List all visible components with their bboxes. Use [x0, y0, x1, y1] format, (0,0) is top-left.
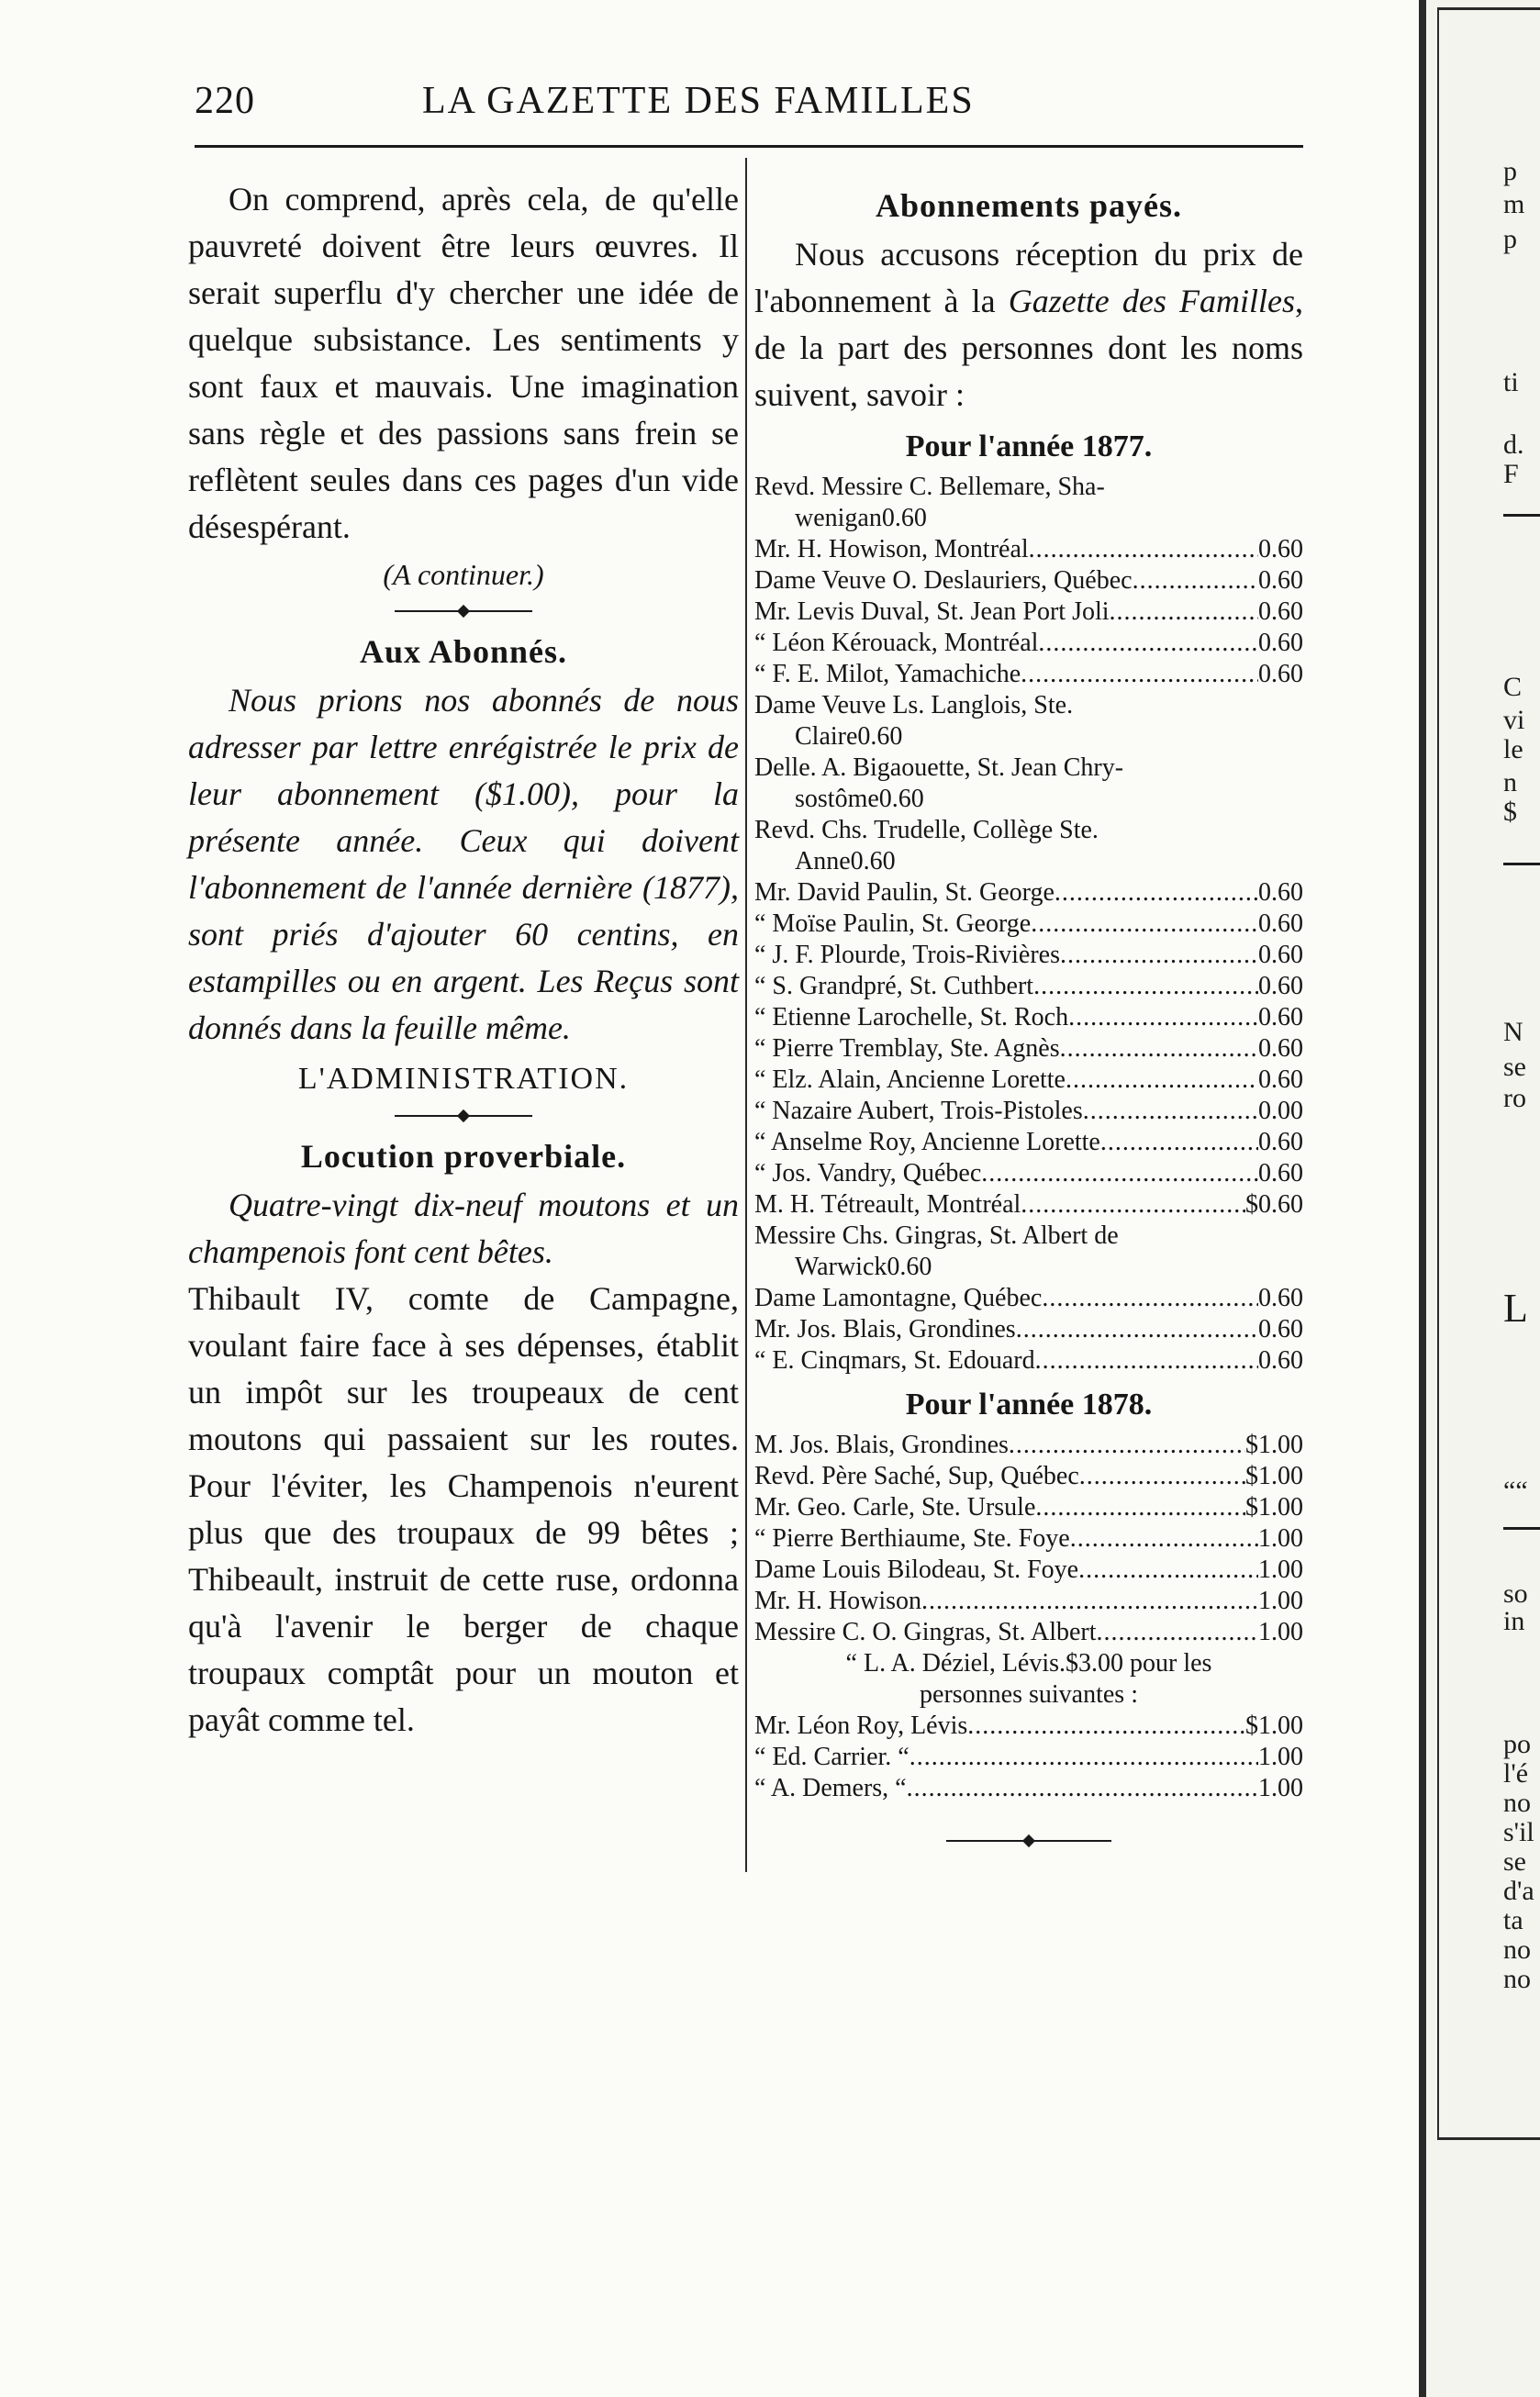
payer-name-continued: Warwick: [795, 1253, 887, 1281]
payment-entry: [754, 1586, 1303, 1617]
payment-amount: 0.60: [1258, 972, 1303, 1000]
adjacent-page-fragment: no: [1503, 1934, 1531, 1965]
payment-entry: [754, 596, 1303, 628]
payer-name: “ A. Demers, “: [754, 1774, 907, 1802]
payer-name: Mr. H. Howison, Montréal: [754, 535, 1029, 563]
payment-entry: [754, 1033, 1303, 1065]
section-title-aux-abonnes: Aux Abonnés.: [359, 633, 568, 670]
running-title: LA GAZETTE DES FAMILLES: [422, 80, 975, 122]
leader-dots: [1070, 1523, 1258, 1555]
payment-entry: [754, 909, 1303, 940]
year-1877-heading: Pour l'année 1877.: [905, 429, 1153, 463]
adjacent-page-fragment: se: [1503, 1052, 1526, 1082]
payer-name-continued: sostôme: [795, 785, 879, 813]
adjacent-page-fragment: l'é: [1503, 1758, 1529, 1789]
payer-name: “ Léon Kérouack, Montréal: [754, 629, 1039, 657]
leader-dots: [1060, 1033, 1258, 1065]
payment-entry: [754, 565, 1303, 596]
payment-amount: 0.60: [1258, 629, 1303, 657]
payment-entry: [754, 1773, 1303, 1804]
payment-entry: [754, 1065, 1303, 1096]
payment-amount: 0.60: [1258, 660, 1303, 688]
payment-entry: [754, 1345, 1303, 1377]
leader-dots: [1029, 534, 1258, 565]
proverb-explanation: Thibault IV, comte de Campagne, voulant faire face à ses dépenses, établit un impôt sur les troupeaux de cent moutons qui passaient sur les routes. Pour l'éviter, les Champenois n'eurent plus que des troupaux de 99 bêtes ; Thibeault, instruit de cette ruse, ordonna qu'à l'avenir le berger de chaque troupaux comptât pour un mouton et payât comme tel.: [188, 1280, 739, 1738]
payment-amount: 0.60: [1258, 909, 1303, 938]
payment-amount: 1.00: [1258, 1743, 1303, 1771]
payer-name: Revd. Père Saché, Sup, Québec: [754, 1462, 1079, 1490]
adjacent-page-fragment: p: [1503, 224, 1517, 254]
payer-name: M. Jos. Blais, Grondines: [754, 1431, 1009, 1459]
leader-dots: [1055, 877, 1258, 909]
ornament-rule: [188, 1107, 739, 1125]
payment-entry: [754, 659, 1303, 690]
leader-dots: [1066, 1065, 1258, 1096]
payment-entry: [754, 1742, 1303, 1773]
leader-dots: [1016, 1314, 1258, 1345]
payer-name: Mr. H. Howison: [754, 1587, 922, 1615]
payer-name: Mr. Geo. Carle, Ste. Ursule: [754, 1493, 1036, 1522]
payment-entry: [754, 1158, 1303, 1189]
payer-name: “ Jos. Vandry, Québec: [754, 1159, 982, 1187]
payment-entry: [754, 940, 1303, 971]
payer-name: Delle. A. Bigaouette, St. Jean Chry-: [754, 753, 1124, 782]
leader-dots: [1009, 1430, 1245, 1461]
leader-dots: [1035, 1345, 1258, 1377]
payer-name-continued: Anne: [795, 847, 851, 875]
essay-paragraph: On comprend, après cela, de qu'elle pauvreté doivent être leurs œuvres. Il serait superflu d'y chercher une idée de quelque subsistance. Les sentiments y sont faux et mauvais. Une imagination sans règle et des passions sans frein se reflètent seules dans ces pages d'un vide désespérant.: [188, 181, 739, 545]
payment-entry: [754, 877, 1303, 909]
payment-amount: $1.00: [1245, 1493, 1303, 1522]
payment-entry: [754, 753, 1303, 815]
payer-name: “ J. F. Plourde, Trois-Rivières: [754, 941, 1061, 969]
payer-name: Dame Veuve O. Deslauriers, Québec: [754, 566, 1133, 595]
payment-entry: [754, 815, 1303, 877]
payment-entry: [754, 1617, 1303, 1648]
adjacent-page-fragment: F: [1503, 459, 1519, 489]
payer-name: Revd. Messire C. Bellemare, Sha-: [754, 473, 1105, 501]
adjacent-page-fragment: po: [1503, 1729, 1531, 1759]
payer-name: Dame Lamontagne, Québec: [754, 1284, 1043, 1312]
payment-entry: [754, 628, 1303, 659]
payment-entry: [754, 1096, 1303, 1127]
leader-dots: [907, 1773, 1258, 1804]
column-divider: [745, 158, 747, 1872]
payment-entry: [754, 1002, 1303, 1033]
payment-amount: 1.00: [1258, 1524, 1303, 1553]
leader-dots: [1042, 1283, 1258, 1314]
adjacent-page-fragment: n: [1503, 767, 1517, 797]
payer-name-continued: Claire: [795, 722, 858, 751]
administration-signature: L'ADMINISTRATION.: [297, 1062, 630, 1096]
deziel-line-1: “ L. A. Déziel, Lévis.$3.00 pour les: [845, 1649, 1212, 1678]
right-column: [754, 180, 1303, 1856]
payment-entry: [754, 472, 1303, 534]
leader-dots: [1100, 1127, 1258, 1158]
payer-name: “ Nazaire Aubert, Trois-Pistoles: [754, 1097, 1083, 1125]
leader-dots: [1097, 1617, 1258, 1648]
payer-name: “ E. Cinqmars, St. Edouard: [754, 1346, 1035, 1375]
leader-dots: [1083, 1096, 1258, 1127]
adjacent-page-fragment: d'a: [1503, 1876, 1534, 1906]
payment-amount: 0.00: [1258, 1097, 1303, 1125]
payment-amount: 0.60: [887, 1253, 932, 1281]
payment-entry: [754, 1461, 1303, 1492]
adjacent-page-fragment: d.: [1503, 429, 1524, 460]
payment-entry: [754, 1314, 1303, 1345]
payment-amount: 0.60: [1258, 597, 1303, 626]
adjacent-page-rule: [1503, 514, 1540, 517]
payment-amount: 0.60: [1258, 1346, 1303, 1375]
payment-list-1877: [754, 472, 1303, 1377]
payer-name: Mr. Léon Roy, Lévis: [754, 1711, 968, 1740]
leader-dots: [1021, 659, 1258, 690]
leader-dots: [909, 1742, 1258, 1773]
adjacent-page-fragment: se: [1503, 1846, 1526, 1877]
payment-amount: 0.60: [1258, 1065, 1303, 1094]
section-title-locution: Locution proverbiale.: [300, 1138, 627, 1175]
adjacent-page-fragment: in: [1503, 1606, 1525, 1636]
page-header: [195, 72, 1312, 130]
adjacent-page-fragment: p: [1503, 156, 1517, 186]
payment-amount: $0.60: [1245, 1190, 1303, 1219]
adjacent-page-fragment: ““: [1503, 1476, 1528, 1506]
page-number: 220: [195, 80, 255, 122]
payer-name: “ Pierre Tremblay, Ste. Agnès: [754, 1034, 1060, 1063]
payment-amount: 0.60: [1258, 1315, 1303, 1343]
payer-name: “ Etienne Larochelle, St. Roch: [754, 1003, 1069, 1031]
payer-name: “ Moïse Paulin, St. George: [754, 909, 1032, 938]
payment-amount: 0.60: [1258, 1284, 1303, 1312]
leader-dots: [1033, 971, 1258, 1002]
payer-name: Messire C. O. Gingras, St. Albert: [754, 1618, 1097, 1646]
header-rule: [195, 145, 1303, 148]
adjacent-page-fragment: no: [1503, 1788, 1531, 1818]
receipt-intro: Nous accusons réception du prix de l'abonnement à la Gazette des Familles, de la part des personnes dont les noms suivent, savoir :: [754, 236, 1303, 413]
adjacent-page-rule: [1503, 863, 1540, 865]
leader-dots: [1079, 1461, 1245, 1492]
payment-amount: 0.60: [857, 722, 903, 751]
payment-amount: 1.00: [1258, 1618, 1303, 1646]
payer-name: “ F. E. Milot, Yamachiche: [754, 660, 1021, 688]
payer-name: Dame Veuve Ls. Langlois, Ste.: [754, 691, 1074, 719]
payment-entry: [754, 1492, 1303, 1523]
payment-amount: 1.00: [1258, 1555, 1303, 1584]
payment-entry: [754, 690, 1303, 753]
payment-amount: 0.60: [1258, 566, 1303, 595]
payer-name: “ S. Grandpré, St. Cuthbert: [754, 972, 1034, 1000]
continuation-note: (A continuer.): [383, 558, 544, 591]
year-1878-heading: Pour l'année 1878.: [905, 1388, 1153, 1421]
payment-amount: 0.60: [1258, 941, 1303, 969]
proverb-quote: Quatre-vingt dix-neuf moutons et un champenois font cent bêtes.: [188, 1187, 739, 1270]
payment-entry: [754, 1283, 1303, 1314]
payment-amount: $1.00: [1245, 1711, 1303, 1740]
section-title-abonnements: Abonnements payés.: [875, 187, 1183, 224]
adjacent-page-fragment: m: [1503, 189, 1525, 219]
payment-list-deziel: [754, 1711, 1303, 1804]
payment-entry: [754, 1555, 1303, 1586]
payment-amount: 0.60: [1258, 878, 1303, 907]
leader-dots: [1068, 1002, 1258, 1033]
ornament-rule: [754, 1832, 1303, 1850]
payer-name: “ Ed. Carrier. “: [754, 1743, 909, 1771]
adjacent-page-fragment: ti: [1503, 367, 1519, 397]
payer-name: Mr. Levis Duval, St. Jean Port Joli: [754, 597, 1110, 626]
payment-entry: [754, 971, 1303, 1002]
leader-dots: [1078, 1555, 1258, 1586]
leader-dots: [1031, 909, 1258, 940]
adjacent-page-fragment: le: [1503, 734, 1523, 764]
payment-amount: 0.60: [1258, 1003, 1303, 1031]
payment-amount: 0.60: [1258, 1159, 1303, 1187]
payment-amount: 0.60: [878, 785, 924, 813]
adjacent-page-fragment: vi: [1503, 705, 1525, 735]
payment-amount: $1.00: [1245, 1431, 1303, 1459]
payment-amount: 1.00: [1258, 1774, 1303, 1802]
payment-list-1878: [754, 1430, 1303, 1648]
leader-dots: [1060, 940, 1258, 971]
payer-name: Dame Louis Bilodeau, St. Foye: [754, 1555, 1079, 1584]
payer-name: Messire Chs. Gingras, St. Albert de: [754, 1221, 1119, 1250]
adjacent-page-fragment: $: [1503, 797, 1517, 827]
payment-entry: [754, 1523, 1303, 1555]
adjacent-page-fragment: ta: [1503, 1905, 1523, 1935]
payment-entry: [754, 534, 1303, 565]
payment-amount: 0.60: [1258, 535, 1303, 563]
subscriber-notice: Nous prions nos abonnés de nous adresser par lettre enrégistrée le prix de leur abonnement ($1.00), pour la présente année. Ceux qui doivent l'abonnement de l'année dernière (1877), sont priés d'ajouter 60 centins, en estampilles ou en argent. Les Reçus sont donnés dans la feuille même.: [188, 682, 739, 1046]
payment-amount: 1.00: [1258, 1587, 1303, 1615]
payer-name: M. H. Tétreault, Montréal: [754, 1190, 1021, 1219]
leader-dots: [981, 1158, 1258, 1189]
leader-dots: [1110, 596, 1258, 628]
adjacent-page-rule: [1503, 1527, 1540, 1530]
payer-name: Revd. Chs. Trudelle, Collège Ste.: [754, 816, 1099, 844]
deziel-line-2: personnes suivantes :: [920, 1680, 1138, 1709]
payer-name: Mr. David Paulin, St. George: [754, 878, 1055, 907]
adjacent-page-fragment: s'il: [1503, 1817, 1534, 1847]
adjacent-page-fragment: N: [1503, 1017, 1523, 1047]
left-column: [188, 176, 739, 1744]
payer-name: “ Elz. Alain, Ancienne Lorette: [754, 1065, 1066, 1094]
leader-dots: [967, 1711, 1245, 1742]
adjacent-page-fragment: no: [1503, 1964, 1531, 1994]
payment-amount: $1.00: [1245, 1462, 1303, 1490]
leader-dots: [921, 1586, 1258, 1617]
payment-amount: 0.60: [1258, 1034, 1303, 1063]
payer-name-continued: wenigan: [795, 504, 882, 532]
adjacent-page-fragment: C: [1503, 672, 1523, 702]
payment-entry: [754, 1430, 1303, 1461]
payment-entry: [754, 1711, 1303, 1742]
adjacent-page-fragment: ro: [1503, 1083, 1526, 1113]
payment-entry: [754, 1221, 1303, 1283]
ornament-rule: [188, 602, 739, 620]
payment-entry: [754, 1189, 1303, 1221]
leader-dots: [1133, 565, 1258, 596]
leader-dots: [1021, 1189, 1245, 1221]
payment-amount: 0.60: [881, 504, 927, 532]
payer-name: “ Anselme Roy, Ancienne Lorette: [754, 1128, 1100, 1156]
payer-name: Mr. Jos. Blais, Grondines: [754, 1315, 1016, 1343]
adjacent-page-fragment: so: [1503, 1578, 1528, 1609]
payment-amount: 0.60: [1258, 1128, 1303, 1156]
payment-entry: [754, 1127, 1303, 1158]
payer-name: “ Pierre Berthiaume, Ste. Foye: [754, 1524, 1070, 1553]
payment-amount: 0.60: [850, 847, 896, 875]
leader-dots: [1035, 1492, 1245, 1523]
adjacent-page-fragment: L: [1503, 1286, 1528, 1331]
leader-dots: [1038, 628, 1258, 659]
